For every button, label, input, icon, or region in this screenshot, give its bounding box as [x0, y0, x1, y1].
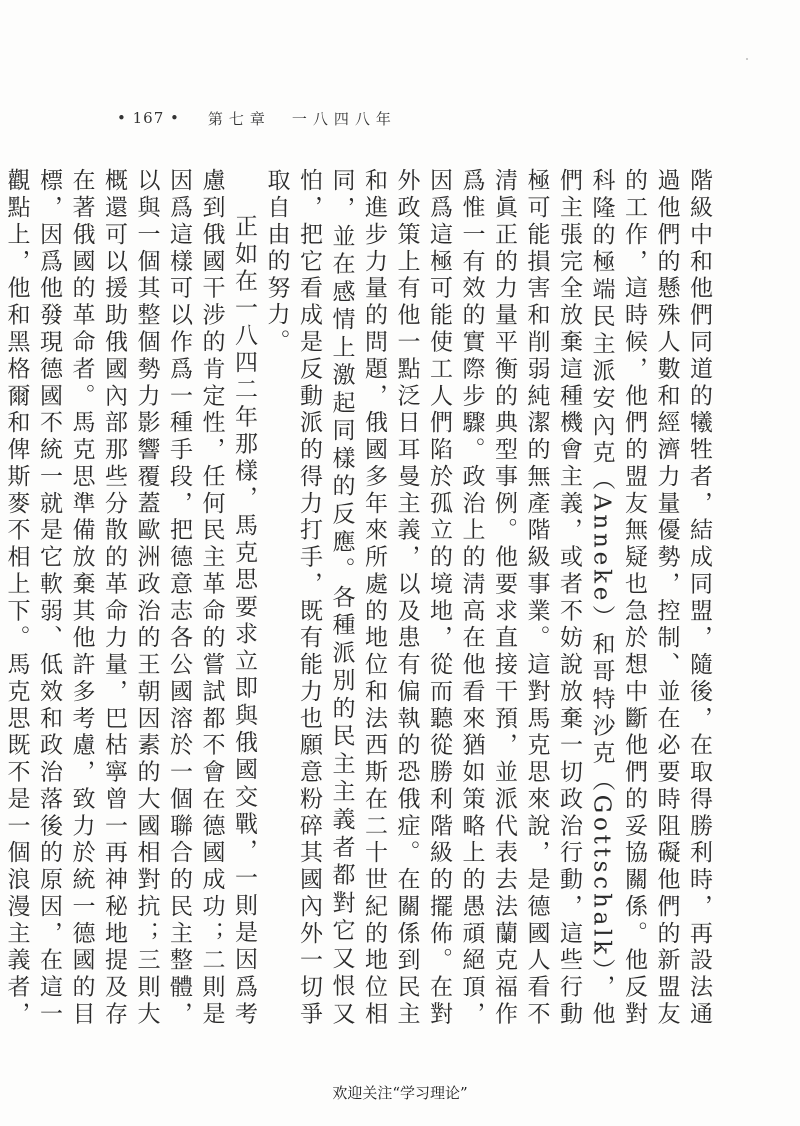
body-text — [3, 168, 715, 1028]
footer-note: 欢迎关注“学习理论” — [332, 1084, 468, 1102]
chapter-title: 第七章 一八四八年 — [207, 109, 397, 128]
running-head — [117, 106, 397, 130]
scan-speck — [746, 58, 748, 60]
paragraph: 正如在一八四二年那樣，馬克思要求立即與俄國交戰，一則是因爲考慮到俄國干涉的肯定性，任何民主革命的嘗試都不會在德國成功；二則是因爲這樣可以作爲一種手段，把德意志各公國溶於一個聯合的民主整體，以與一個其整個勢力影響覆蓋歐洲政治的王朝因素的大國相對抗；三則大概還可以援助俄國內部那些分散的革命力量，巴枯寧曾一再神秘地提及存在著俄國的革命者。馬克思準備放棄其他許多考慮，致力於統一德國的目標，因爲他發現德國不統一就是它軟弱、低效和政治落後的原因，在這一觀點上，他和黑格爾和俾斯麥不相上下。馬克思既不是一個浪漫主義者， — [3, 168, 257, 1028]
page-number: • 167 • — [117, 109, 180, 127]
paragraph-continued: 階級中和他們同道的犧牲者，結成同盟，隨後，在取得勝利時，再設法通過他們的懸殊人數和經濟力量優勢，控制、並在必要時阻礙他們的新盟友的工作，這時候，他們的盟友無疑也急於想中斷他們的妥協關係。他反對科隆的極端民主派安內克（Anneke）和哥特沙克（Gottschalk），他們主張完全放棄這種機會主義，或者不妨說放棄一切政治行動，這些行動極可能損害和削弱純潔的無產階級事業。這對馬克思來說，是德國人看不清眞正的力量平衡的典型事例。他要求直接干預，並派代表去法蘭克福作爲惟一有效的實際步驟。政治上的淸高在他看來猶如策略上的愚頑絕頂，因爲這極可能使工人們陷於孤立的境地，從而聽從勝利階級的擺佈。在對外政策上有他一點泛日耳曼主義，以及患有偏執的恐俄症。在關係到民主和進步力量的問題，俄國多年來所處的地位和法西斯在二十世紀的地位相同，並在感情上激起同樣的反應。各種派別的民主主義者都對它又恨又怕，把它看成是反動派的得力打手，既有能力也願意粉碎其國內外一切爭取自由的努力。 — [263, 168, 712, 1028]
